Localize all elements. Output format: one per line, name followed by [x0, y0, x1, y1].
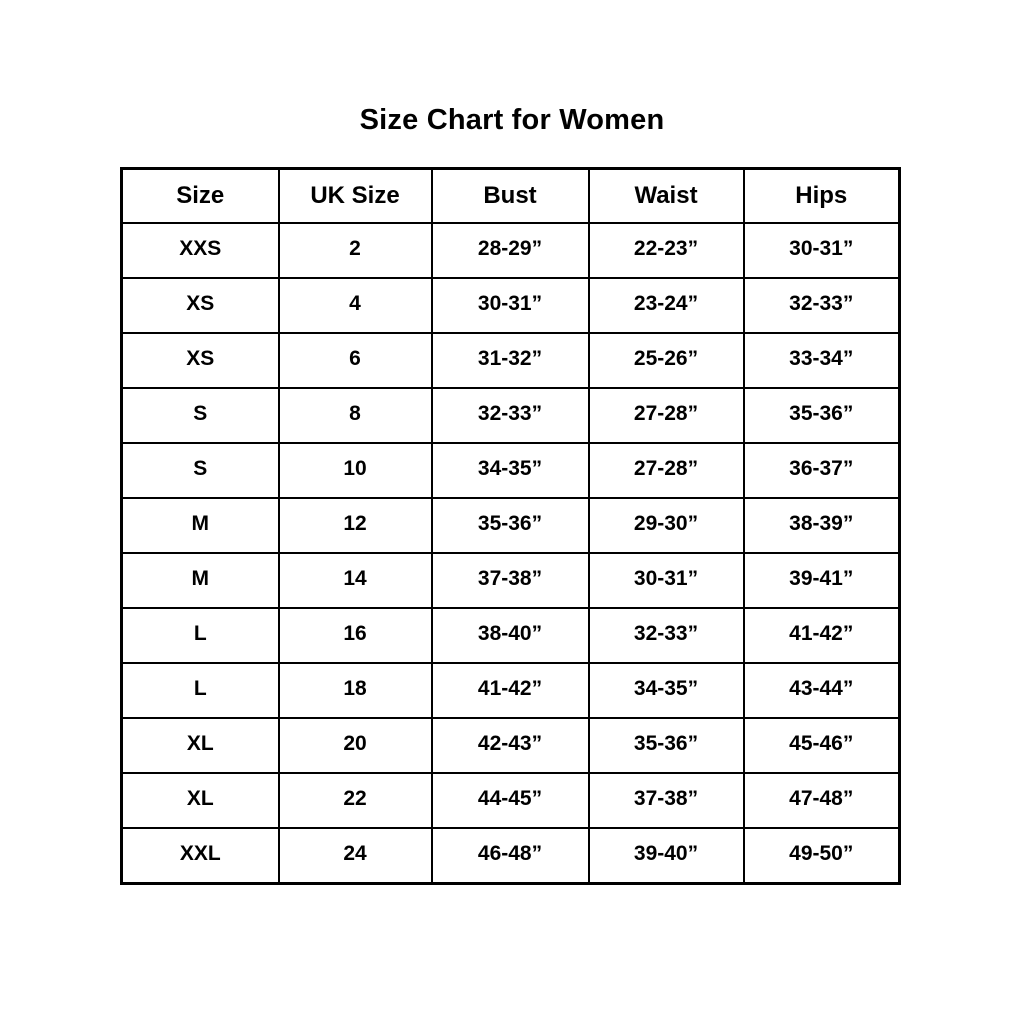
table-row: [122, 223, 900, 278]
table-cell: 27-28”: [589, 388, 744, 443]
page-title: Size Chart for Women: [359, 104, 665, 136]
size-chart-table: [120, 167, 901, 885]
table-cell: 30-31”: [432, 278, 589, 333]
table-row: [122, 828, 900, 884]
table-cell: 22-23”: [589, 223, 744, 278]
table-cell: 45-46”: [744, 718, 900, 773]
table-cell: XL: [122, 718, 279, 773]
column-header-bust: Bust: [432, 169, 589, 224]
table-cell: 32-33”: [589, 608, 744, 663]
table-cell: 4: [279, 278, 432, 333]
table-cell: 10: [279, 443, 432, 498]
table-cell: 8: [279, 388, 432, 443]
table-row: [122, 388, 900, 443]
table-row: [122, 773, 900, 828]
table-cell: 37-38”: [432, 553, 589, 608]
table-cell: 41-42”: [432, 663, 589, 718]
table-cell: M: [122, 498, 279, 553]
table-cell: 32-33”: [432, 388, 589, 443]
table-cell: L: [122, 663, 279, 718]
table-cell: 25-26”: [589, 333, 744, 388]
table-cell: 47-48”: [744, 773, 900, 828]
table-cell: 23-24”: [589, 278, 744, 333]
table-cell: 49-50”: [744, 828, 900, 884]
table-cell: XL: [122, 773, 279, 828]
table-cell: 18: [279, 663, 432, 718]
table-cell: 46-48”: [432, 828, 589, 884]
table-cell: XS: [122, 333, 279, 388]
table-cell: 28-29”: [432, 223, 589, 278]
table-cell: 29-30”: [589, 498, 744, 553]
table-cell: 16: [279, 608, 432, 663]
table-cell: 44-45”: [432, 773, 589, 828]
table-cell: 31-32”: [432, 333, 589, 388]
table-cell: 38-39”: [744, 498, 900, 553]
table-cell: 35-36”: [589, 718, 744, 773]
table-row: [122, 498, 900, 553]
table-row: [122, 663, 900, 718]
table-cell: 39-40”: [589, 828, 744, 884]
table-cell: 41-42”: [744, 608, 900, 663]
header-row: [122, 169, 900, 224]
table-cell: 24: [279, 828, 432, 884]
column-header-uk-size: UK Size: [279, 169, 432, 224]
table-cell: S: [122, 443, 279, 498]
column-header-waist: Waist: [589, 169, 744, 224]
table-cell: XXS: [122, 223, 279, 278]
table-cell: 22: [279, 773, 432, 828]
table-cell: 14: [279, 553, 432, 608]
table-cell: L: [122, 608, 279, 663]
table-row: [122, 278, 900, 333]
table-cell: 35-36”: [744, 388, 900, 443]
table-cell: 27-28”: [589, 443, 744, 498]
column-header-hips: Hips: [744, 169, 900, 224]
table-cell: 6: [279, 333, 432, 388]
table-row: [122, 443, 900, 498]
table-cell: 36-37”: [744, 443, 900, 498]
table-cell: 35-36”: [432, 498, 589, 553]
table-cell: 34-35”: [432, 443, 589, 498]
table-cell: 12: [279, 498, 432, 553]
table-cell: 33-34”: [744, 333, 900, 388]
table-cell: 2: [279, 223, 432, 278]
table-cell: 30-31”: [589, 553, 744, 608]
table-cell: XXL: [122, 828, 279, 884]
table-cell: 30-31”: [744, 223, 900, 278]
table-cell: 43-44”: [744, 663, 900, 718]
table-row: [122, 608, 900, 663]
table-row: [122, 553, 900, 608]
table-cell: 20: [279, 718, 432, 773]
table-cell: 42-43”: [432, 718, 589, 773]
table-cell: XS: [122, 278, 279, 333]
table-cell: 32-33”: [744, 278, 900, 333]
table-cell: 38-40”: [432, 608, 589, 663]
table-body: [122, 223, 900, 884]
table-row: [122, 333, 900, 388]
table-cell: 34-35”: [589, 663, 744, 718]
table-cell: 37-38”: [589, 773, 744, 828]
table-row: [122, 718, 900, 773]
table-cell: S: [122, 388, 279, 443]
table-cell: M: [122, 553, 279, 608]
table-header: [122, 169, 900, 224]
column-header-size: Size: [122, 169, 279, 224]
table-cell: 39-41”: [744, 553, 900, 608]
